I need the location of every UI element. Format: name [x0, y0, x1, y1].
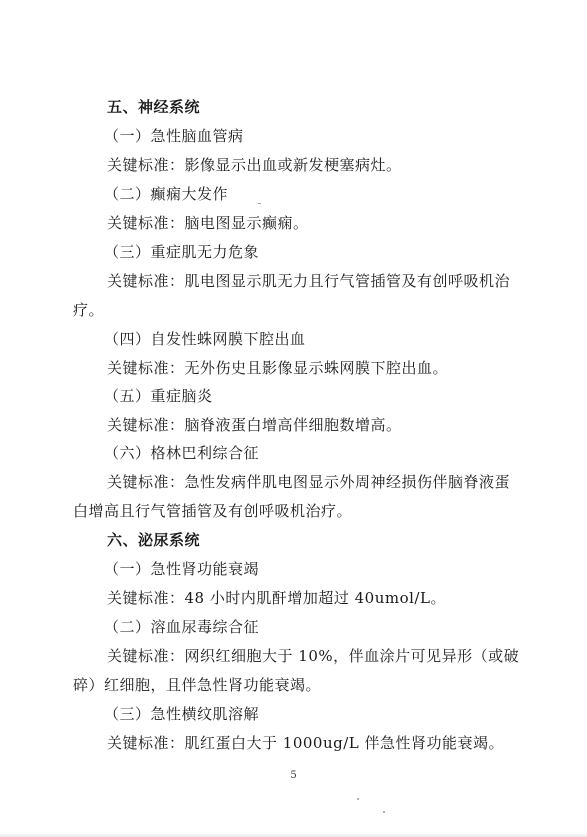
section-heading-urinary-system: 六、泌尿系统 — [107, 531, 201, 549]
page-number: 5 — [290, 770, 297, 781]
scan-speck — [258, 203, 261, 204]
item-title: （三）急性横纹肌溶解 — [104, 705, 260, 723]
item-title: （二）溶血尿毒综合征 — [104, 618, 260, 636]
item-criteria: 关键标准：影像显示出血或新发梗塞病灶。 — [107, 156, 402, 174]
item-criteria: 关键标准：网织红细胞大于 10%，伴血涂片可见异形（或破 — [107, 647, 520, 665]
scan-edge — [0, 833, 587, 837]
item-title: （六）格林巴利综合征 — [104, 444, 260, 462]
item-criteria: 关键标准：肌红蛋白大于 1000ug/L 伴急性肾功能衰竭。 — [107, 734, 504, 752]
item-title: （三）重症肌无力危象 — [104, 243, 260, 261]
item-title: （二）癫痫大发作 — [104, 185, 229, 203]
scan-speck — [383, 811, 385, 813]
item-title: （一）急性脑血管病 — [104, 127, 244, 145]
item-criteria-continued: 疗。 — [73, 301, 105, 319]
item-title: （四）自发性蛛网膜下腔出血 — [104, 330, 306, 348]
item-title: （一）急性肾功能衰竭 — [104, 560, 260, 578]
item-criteria-continued: 碎）红细胞，且伴急性肾功能衰竭。 — [73, 676, 322, 694]
scan-speck — [357, 798, 359, 800]
item-criteria: 关键标准：48 小时内肌酐增加超过 40umol/L。 — [107, 589, 446, 607]
item-criteria: 关键标准：肌电图显示肌无力且行气管插管及有创呼吸机治 — [107, 272, 511, 290]
item-criteria-continued: 白增高且行气管插管及有创呼吸机治疗。 — [73, 502, 353, 520]
item-title: （五）重症脑炎 — [104, 387, 213, 405]
item-criteria: 关键标准：无外伤史且影像显示蛛网膜下腔出血。 — [107, 359, 449, 377]
item-criteria: 关键标准：急性发病伴肌电图显示外周神经损伤伴脑脊液蛋 — [107, 473, 511, 491]
item-criteria: 关键标准：脑电图显示癫痫。 — [107, 214, 309, 232]
item-criteria: 关键标准：脑脊液蛋白增高伴细胞数增高。 — [107, 416, 402, 434]
section-heading-nervous-system: 五、神经系统 — [107, 98, 201, 116]
